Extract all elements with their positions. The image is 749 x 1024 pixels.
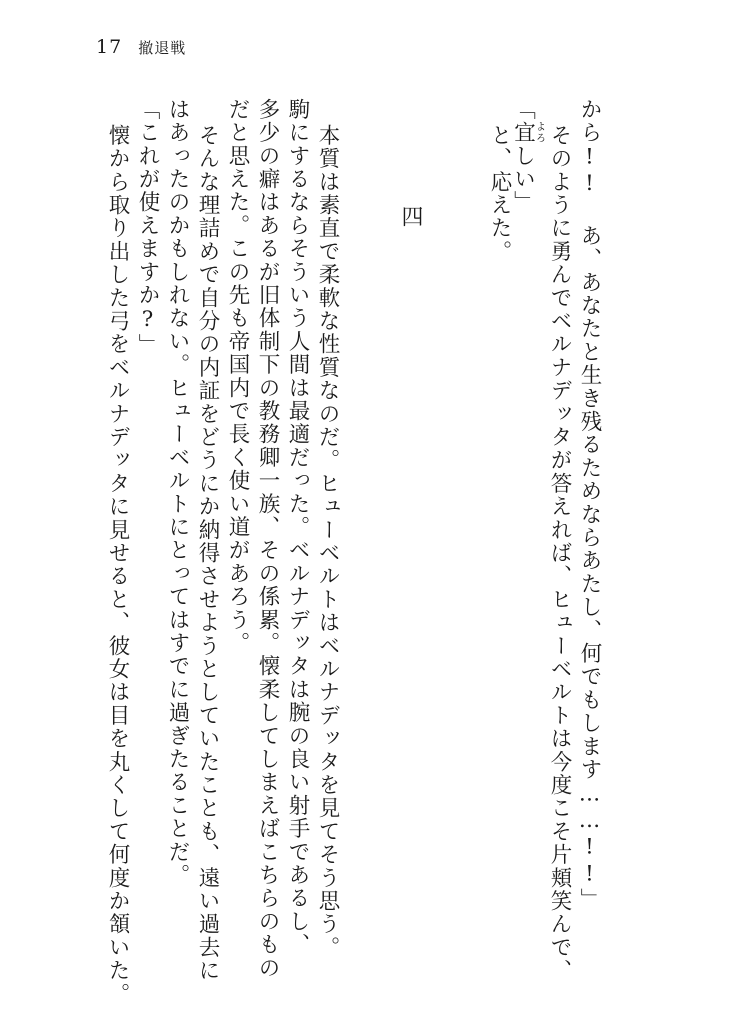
text-line: そのように勇んでベルナデッタが答えれば、ヒューベルトは今度こそ片頬笑んで、 (547, 124, 572, 983)
text-line: 多少の癖はあるが旧体制下の教務卿一族、その係累。懐柔してしまえばこちらのもの (255, 98, 280, 980)
section-title: 撤退戦 (138, 39, 187, 57)
text-line: と、応えた。 (487, 124, 512, 264)
text-line: から!! あ、あなたと生き残るためならあたし、何でもします……!!」 (577, 98, 602, 912)
text-line: 「これが使えますか?」 (135, 98, 160, 357)
text-line: 本質は素直で柔軟な性質なのだ。ヒューベルトはベルナデッタを見てそう思う。 (315, 124, 340, 960)
text-line-dialogue-yoroshii: 「宜よろしい」 (510, 98, 545, 215)
text-line: そんな理詰めで自分の内証をどうにか納得させようとしていたことも、遠い過去に (195, 124, 220, 983)
running-header (96, 36, 186, 58)
text-line: はあったのかもしれない。ヒューベルトにとってはすでに過ぎたることだ。 (165, 98, 190, 887)
chapter-heading: 四 (398, 205, 423, 227)
text-line: 懐から取り出した弓をベルナデッタに見せると、彼女は目を丸くして何度か頷いた。 (105, 124, 130, 1006)
page-number: 17 (96, 36, 123, 58)
ruby-word: 宜よろ (510, 121, 545, 145)
text-line: 駒にするならそういう人間は最適だった。ベルナデッタは腕の良い射手であるし、 (285, 98, 310, 957)
ruby-reading: よろ (533, 121, 545, 145)
text-line: だと思えた。この先も帝国内で長く使い道があろう。 (225, 98, 250, 655)
